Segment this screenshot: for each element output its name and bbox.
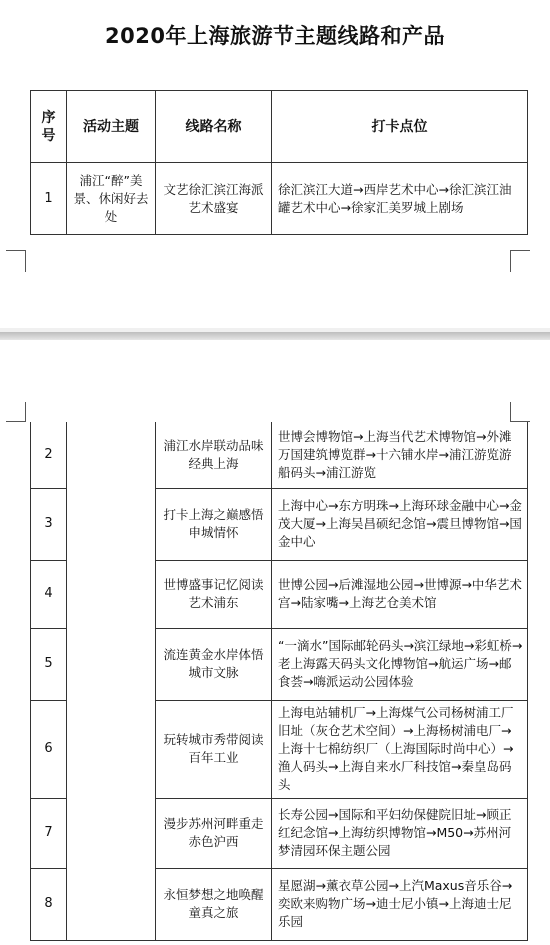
row-seq: 8 — [31, 868, 67, 940]
page-corner-mark — [510, 250, 530, 272]
route-name: 漫步苏州河畔重走赤色沪西 — [156, 798, 272, 868]
row-seq: 5 — [31, 628, 67, 700]
route-name: 世博盛事记忆阅读艺术浦东 — [156, 560, 272, 628]
header-theme: 活动主题 — [67, 91, 156, 163]
route-table-page-2 — [30, 422, 528, 941]
route-name: 浦江水岸联动品味经典上海 — [156, 422, 272, 488]
theme-cell: 浦江“醉”美景、休闲好去处 — [67, 163, 156, 235]
theme-cell-merged — [67, 422, 156, 940]
page-corner-mark — [6, 402, 26, 422]
route-name: 永恒梦想之地唤醒童真之旅 — [156, 868, 272, 940]
route-name: 流连黄金水岸体悟城市文脉 — [156, 628, 272, 700]
page-corner-mark — [510, 402, 530, 422]
row-seq: 7 — [31, 798, 67, 868]
checkin-points: 世博公园→后滩湿地公园→世博源→中华艺术宫→陆家嘴→上海艺仓美术馆 — [272, 560, 528, 628]
row-seq: 6 — [31, 700, 67, 798]
page-break — [0, 332, 550, 340]
checkin-points: 上海电站辅机厂→上海煤气公司杨树浦工厂旧址（灰仓艺术空间）→上海杨树浦电厂→上海十七棉纺织厂（上海国际时尚中心）→渔人码头→上海自来水厂科技馆→秦皇岛码头 — [272, 700, 528, 798]
header-route: 线路名称 — [156, 91, 272, 163]
route-name: 玩转城市秀带阅读百年工业 — [156, 700, 272, 798]
row-seq: 1 — [31, 163, 67, 235]
route-name: 文艺徐汇滨江海派艺术盛宴 — [156, 163, 272, 235]
table-row — [31, 163, 528, 235]
checkin-points: 世博会博物馆→上海当代艺术博物馆→外滩万国建筑博览群→十六铺水岸→浦江游览游船码头→浦江游览 — [272, 422, 528, 488]
checkin-points: “一滴水”国际邮轮码头→滨江绿地→彩虹桥→老上海露天码头文化博物馆→航运广场→邮食荟→嗨派运动公园体验 — [272, 628, 528, 700]
checkin-points: 上海中心→东方明珠→上海环球金融中心→金茂大厦→上海吴昌硕纪念馆→震旦博物馆→国金中心 — [272, 488, 528, 560]
row-seq: 2 — [31, 422, 67, 488]
checkin-points: 长寿公园→国际和平妇幼保健院旧址→顾正红纪念馆→上海纺织博物馆→M50→苏州河梦清园环保主题公园 — [272, 798, 528, 868]
table-row — [31, 422, 528, 488]
table-header-row — [31, 91, 528, 163]
route-table-page-1 — [30, 90, 528, 235]
page-corner-mark — [6, 250, 26, 272]
route-name: 打卡上海之巅感悟申城情怀 — [156, 488, 272, 560]
row-seq: 3 — [31, 488, 67, 560]
header-points: 打卡点位 — [272, 91, 528, 163]
checkin-points: 星愿湖→薰衣草公园→上汽Maxus音乐谷→奕欧来购物广场→迪士尼小镇→上海迪士尼乐园 — [272, 868, 528, 940]
page-title: 2020年上海旅游节主题线路和产品 — [105, 24, 445, 48]
header-seq: 序号 — [31, 91, 67, 163]
row-seq: 4 — [31, 560, 67, 628]
checkin-points: 徐汇滨江大道→西岸艺术中心→徐汇滨江油罐艺术中心→徐家汇美罗城上剧场 — [272, 163, 528, 235]
